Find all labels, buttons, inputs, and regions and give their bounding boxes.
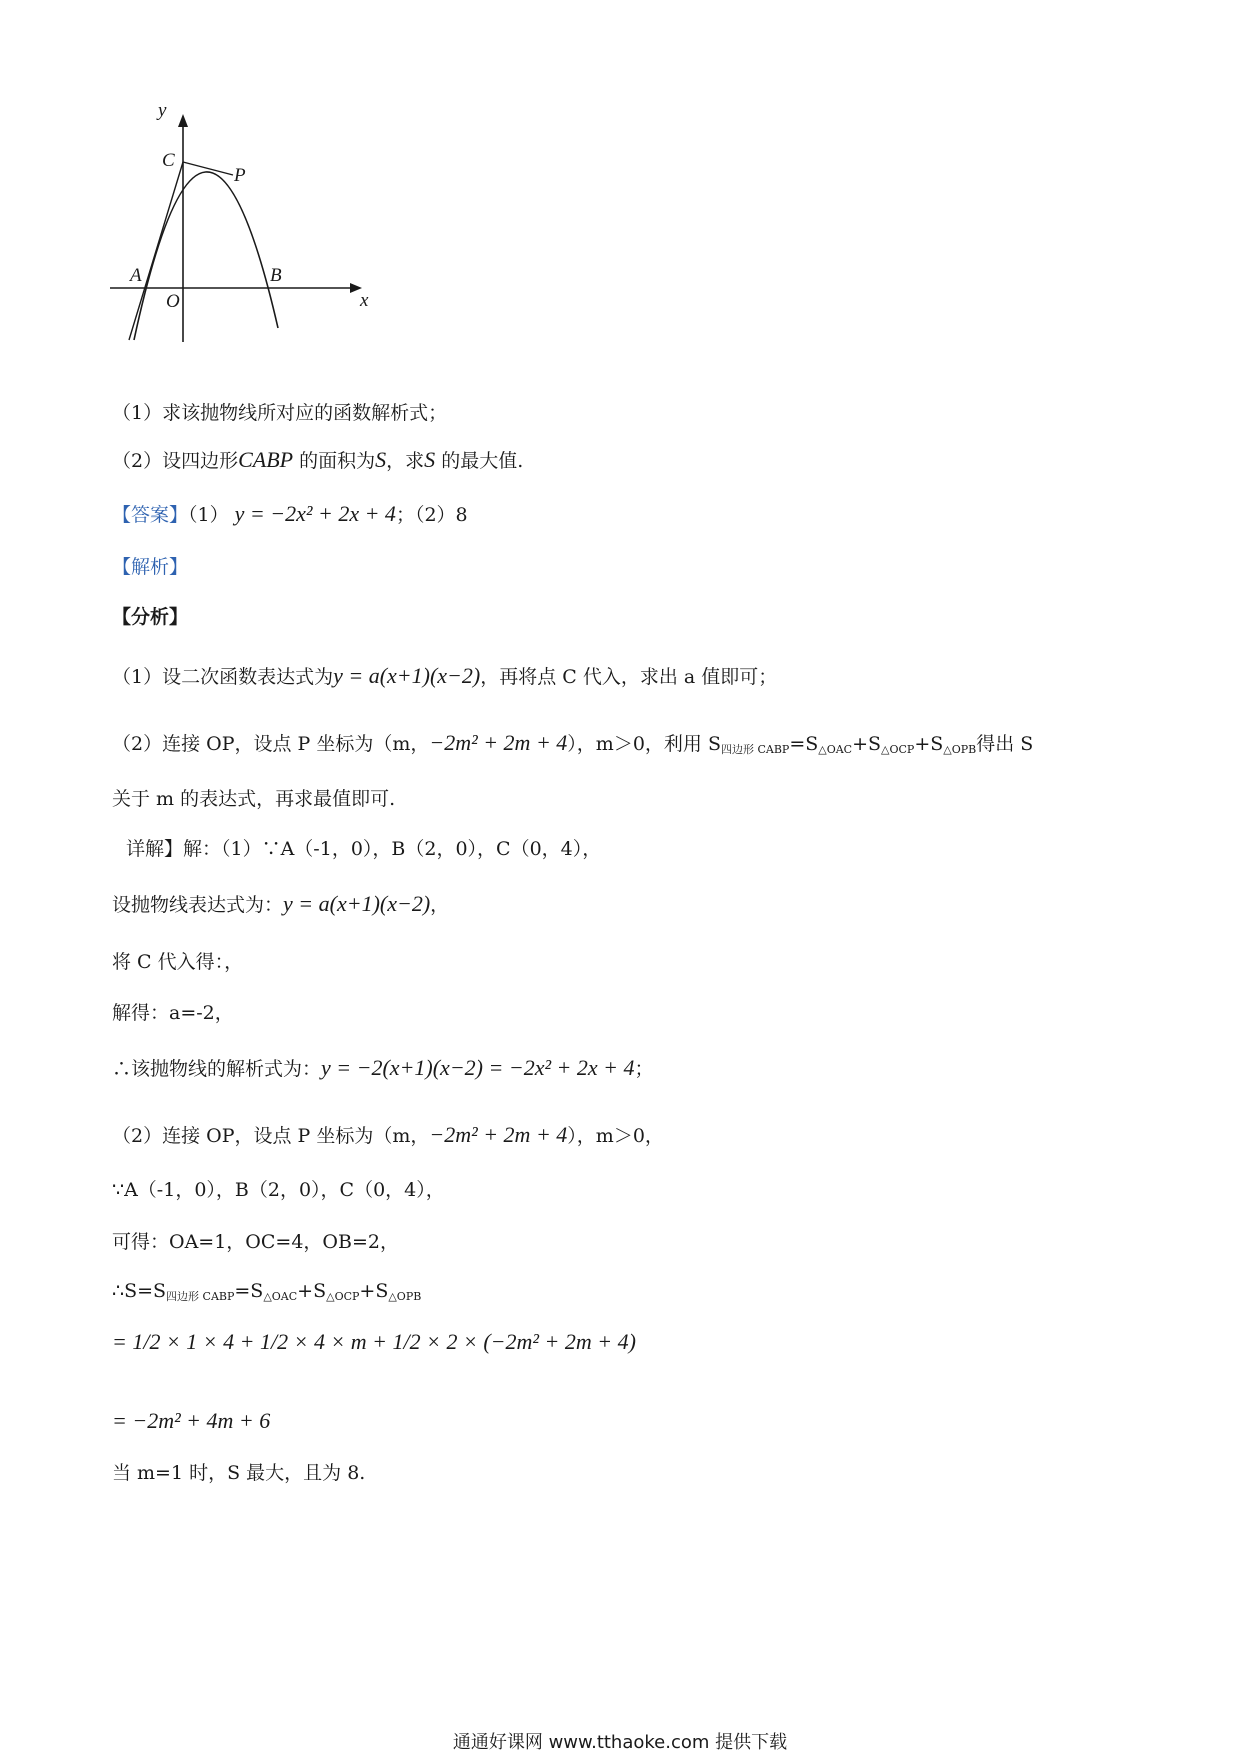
- parabola-figure: [100, 100, 420, 390]
- analysis-2: （2）连接 OP，设点 P 坐标为（m，−2m² + 2m + 4），m＞0，利用 $S_{四边形 CABP}=S_{\triangle OAC}+S_{\triangle OCP}+S_{\triangle OPB}$得出 S: [112, 730, 1034, 756]
- label-a: A: [130, 265, 142, 286]
- conclusion: 当 m=1 时，S 最大，且为 8.: [112, 1462, 366, 1484]
- analysis-1: （1）设二次函数表达式为y = a(x+1)(x−2)，再将点 C 代入，求出 a 值即可；: [112, 663, 778, 688]
- segment-ca: [129, 162, 183, 340]
- label-o: O: [166, 291, 180, 312]
- label-b: B: [270, 265, 282, 286]
- label-c: C: [162, 150, 175, 171]
- substitute-c: 将 C 代入得：，: [112, 951, 244, 973]
- analysis-1-formula: y = a(x+1)(x−2): [333, 663, 481, 688]
- analysis-2-formula: −2m² + 2m + 4: [429, 730, 568, 755]
- part2-coordinates: ∵A（-1，0），B（2，0），C（0，4），: [112, 1179, 445, 1201]
- y-axis-arrow: [178, 114, 188, 127]
- answer-tag: 【答案】: [112, 504, 189, 526]
- area-sum-formula: = 1/2 × 1 × 4 + 1/2 × 4 × m + 1/2 × 2 × (−2m² + 2m + 4): [112, 1329, 636, 1354]
- answer-line: 【答案】（1） y = −2x² + 2x + 4；（2）8: [112, 501, 468, 526]
- area-decomposition: $\therefore S=S_{四边形 CABP}=S_{\triangle OAC}+S_{\triangle OCP}+S_{\triangle OPB}$: [112, 1280, 422, 1303]
- label-p: P: [234, 165, 246, 186]
- analysis-2-line2: 关于 m 的表达式，再求最值即可.: [112, 788, 396, 810]
- set-expression: 设抛物线表达式为：y = a(x+1)(x−2)，: [112, 891, 450, 916]
- answer-formula: y = −2x² + 2x + 4: [234, 501, 396, 526]
- fenxi-tag: 【分析】: [112, 606, 189, 628]
- question-1: （1）求该抛物线所对应的函数解析式；: [112, 402, 448, 424]
- jiexi-tag: 【解析】: [112, 556, 189, 578]
- label-y: y: [158, 100, 167, 121]
- detail-head: 详解】解：（1）∵A（-1，0），B（2，0），C（0，4），: [126, 838, 602, 860]
- part2-setup: （2）连接 OP，设点 P 坐标为（m，−2m² + 2m + 4），m＞0，: [112, 1122, 664, 1147]
- footer: 通通好课网 www.tthaoke.com 提供下载: [452, 1732, 788, 1753]
- solve-a: 解得：a=-2，: [112, 1002, 234, 1024]
- area-simplified: = −2m² + 4m + 6: [112, 1408, 271, 1433]
- parabola-curve: [134, 172, 278, 340]
- question-2: （2）设四边形CABP 的面积为S，求S 的最大值.: [112, 447, 524, 472]
- segment-cp: [183, 162, 233, 175]
- label-x: x: [360, 290, 369, 311]
- result-expression: ∴该抛物线的解析式为：y = −2(x+1)(x−2) = −2x² + 2x + 4；: [112, 1055, 654, 1080]
- part2-lengths: 可得：OA=1，OC=4，OB=2，: [112, 1231, 399, 1253]
